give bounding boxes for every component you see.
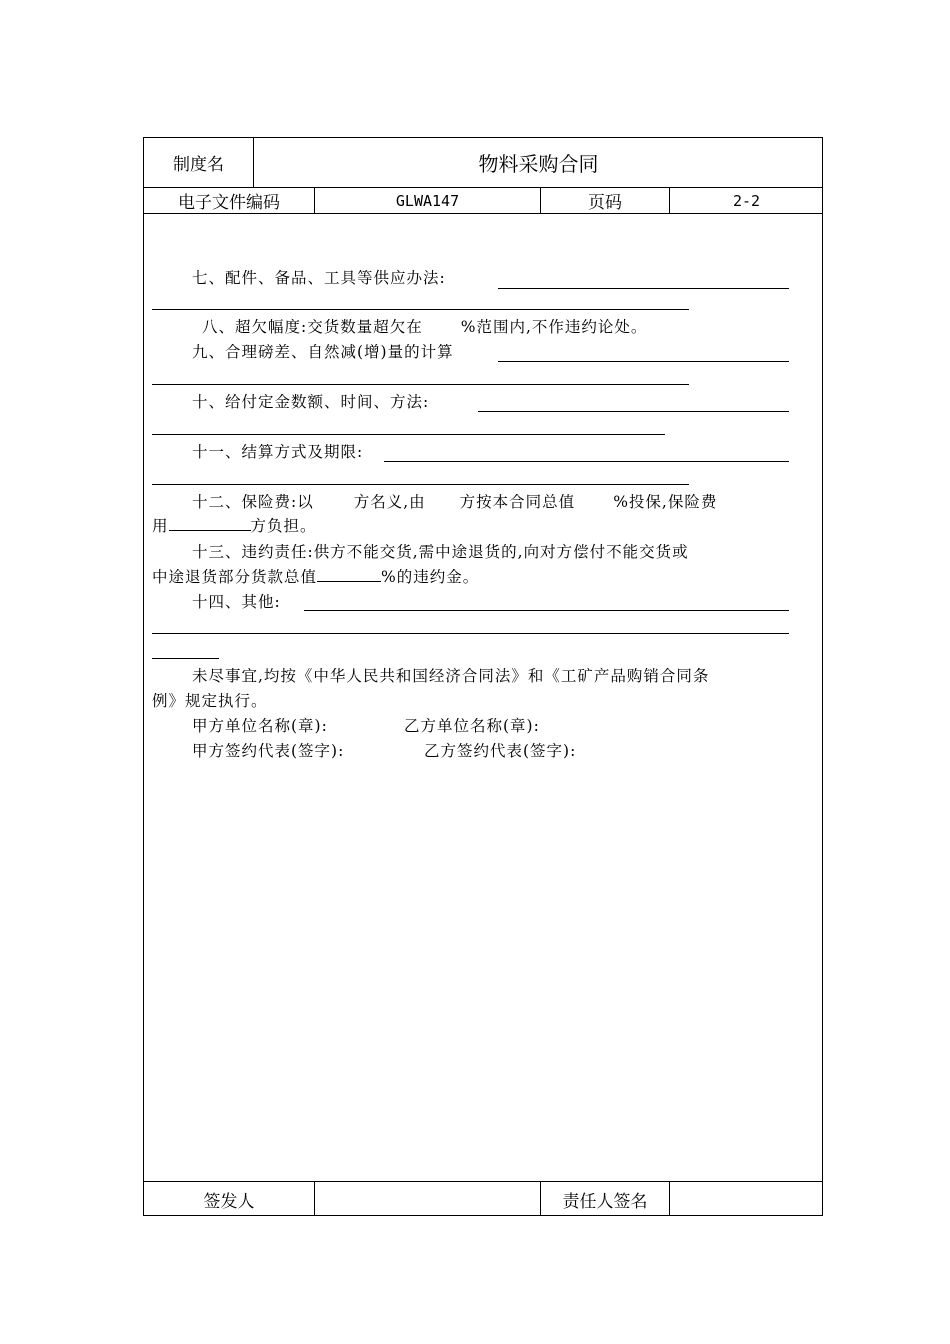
party-b-name: 乙方单位名称(章):: [404, 717, 540, 735]
label-issuer: 签发人: [203, 1191, 255, 1212]
clause-13-cont: 中途退货部分货款总值 %的违约金。: [152, 568, 480, 586]
document-title: 物料采购合同: [478, 152, 599, 176]
clause-8: 八、超欠幅度:交货数量超欠在 %范围内,不作违约论处。: [202, 318, 648, 336]
fill-line[interactable]: [152, 658, 219, 659]
label-responsible-signature: 责任人签名: [562, 1191, 648, 1212]
fill-line[interactable]: [478, 411, 789, 412]
clause-12: 十二、保险费:以 方名义,由 方按本合同总值 %投保,保险费: [192, 493, 718, 511]
clause-11: 十一、结算方式及期限:: [192, 443, 364, 461]
fill-line[interactable]: [152, 434, 665, 435]
label-page-number: 页码: [588, 193, 622, 213]
label-policy-name: 制度名: [173, 155, 224, 175]
file-code-value: GLWA147: [395, 191, 460, 210]
fill-line[interactable]: [152, 384, 689, 385]
clause-12-cont: 用 方负担。: [152, 517, 317, 535]
fill-line[interactable]: [304, 610, 789, 611]
party-b-sign: 乙方签约代表(签字):: [424, 742, 577, 760]
misc-clause-cont: 例》规定执行。: [152, 692, 268, 710]
clause-13: 十三、违约责任:供方不能交货,需中途退货的,向对方偿付不能交货或: [192, 543, 689, 561]
party-a-sign: 甲方签约代表(签字):: [192, 742, 345, 760]
label-file-code: 电子文件编码: [178, 193, 280, 213]
fill-line[interactable]: [317, 580, 381, 582]
fill-line[interactable]: [152, 309, 689, 310]
misc-clause: 未尽事宜,均按《中华人民共和国经济合同法》和《工矿产品购销合同条: [192, 667, 710, 685]
clause-14: 十四、其他:: [192, 593, 281, 611]
fill-line[interactable]: [498, 288, 789, 289]
fill-line[interactable]: [152, 484, 689, 485]
page-number-value: 2-2: [732, 191, 761, 210]
fill-line[interactable]: [169, 529, 251, 531]
clause-7: 七、配件、备品、工具等供应办法:: [192, 269, 446, 287]
clause-9: 九、合理磅差、自然减(增)量的计算: [192, 343, 454, 361]
fill-line[interactable]: [498, 361, 789, 362]
issuer-field[interactable]: [315, 1182, 540, 1216]
responsible-signature-field[interactable]: [670, 1182, 823, 1216]
fill-line[interactable]: [152, 633, 789, 634]
clause-10: 十、给付定金数额、时间、方法:: [192, 393, 430, 411]
fill-line[interactable]: [384, 461, 789, 462]
row-divider: [144, 213, 822, 214]
party-a-name: 甲方单位名称(章):: [192, 717, 328, 735]
